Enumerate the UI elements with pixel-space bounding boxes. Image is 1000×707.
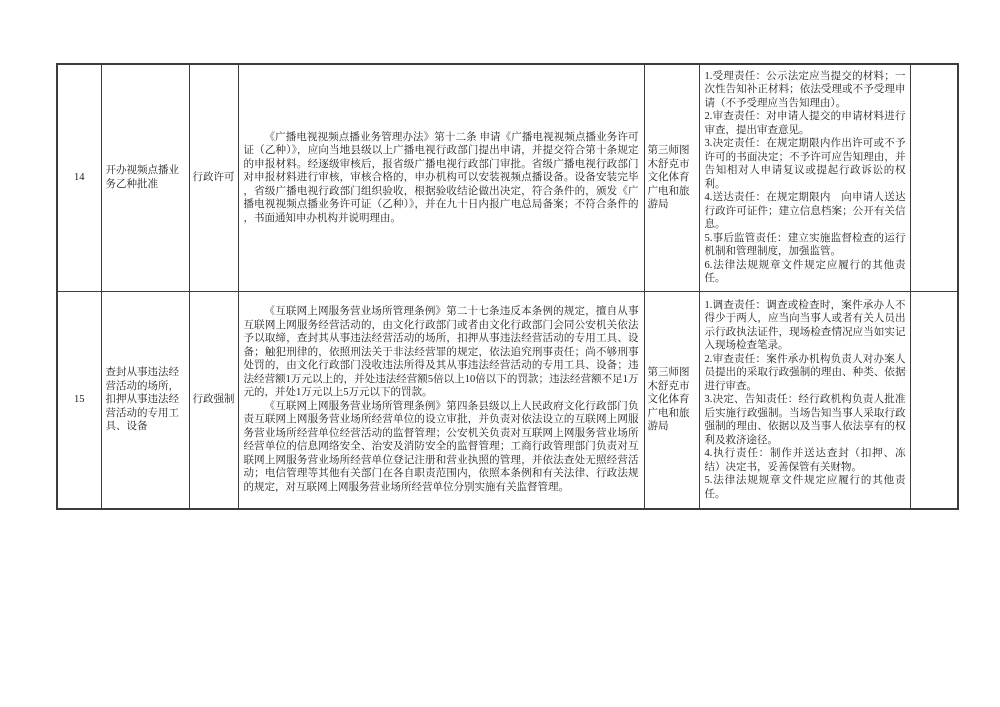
duty-item: 3.决定、告知责任：经行政机构负责人批准后实施行政强制。当场告知当事人采取行政强制的理由、依据以及当事人依法享有的权利及救济途径。 xyxy=(704,394,906,446)
duty-item: 2.审查责任：对申请人提交的申请材料进行审查，提出审查意见。 xyxy=(704,111,906,136)
seq-cell: 14 xyxy=(57,64,101,291)
category-cell: 行政许可 xyxy=(189,64,238,291)
duties-cell xyxy=(699,291,910,509)
remark-cell xyxy=(910,64,958,291)
legal-basis-cell xyxy=(238,64,644,291)
document-page xyxy=(56,63,959,510)
responsibility-table xyxy=(56,63,959,510)
duty-item: 1.调查责任：调查或检查时，案件承办人不得少于两人，应当向当事人或者有关人员出示行政执法证件，现场检查情况应当如实记入现场检查笔录。 xyxy=(704,299,906,351)
category-cell: 行政强制 xyxy=(189,291,238,509)
duty-item: 4.送达责任：在规定期限内 向申请人送达行政许可证件；建立信息档案；公开有关信息。 xyxy=(704,192,906,231)
legal-basis-paragraph: 《互联网上网服务营业场所管理条例》第二十七条违反本条例的规定，擅自从事互联网上网服务经营活动的，由文化行政部门或者由文化行政部门会同公安机关依法予以取缔，查封其从事违法经营活动的场所，扣押从事违法经营活动的专用工具、设备；触犯刑律的，依照刑法关于非法经营罪的规定，依法追究刑事责任；尚不够刑事处罚的，由文化行政部门没收违法所得及其从事违法经营活动的专用工具、设备；违法经营额1万元以上的，并处违法经营额5倍以上10倍以下的罚款；违法经营额不足1万元的，并处1万元以上5万元以下的罚款。 xyxy=(243,306,639,399)
duty-item: 1.受理责任：公示法定应当提交的材料；一次性告知补正材料；依法受理或不予受理申请（不予受理应当告知理由）。 xyxy=(704,70,906,109)
duty-item: 5.法律法规规章文件规定应履行的其他责任。 xyxy=(704,475,906,500)
remark-cell xyxy=(910,291,958,509)
duty-item: 3.决定责任：在规定期限内作出许可或不予许可的书面决定；不予许可应告知理由，并告知相对人申请复议或提起行政诉讼的权利。 xyxy=(704,138,906,190)
legal-basis-cell xyxy=(238,291,644,509)
duty-item: 6.法律法规规章文件规定应履行的其他责任。 xyxy=(704,259,906,285)
department-cell: 第三师图木舒克市文化体育广电和旅游局 xyxy=(644,64,699,291)
duty-item: 4.执行责任：制作并送达查封（扣押、冻结）决定书，妥善保管有关财物。 xyxy=(704,448,906,473)
duties-cell xyxy=(699,64,910,291)
duty-item: 5.事后监管责任：建立实施监督检查的运行机制和管理制度，加强监管。 xyxy=(704,232,906,258)
table-row xyxy=(57,64,958,291)
item-name-cell: 查封从事违法经营活动的场所，扣押从事违法经营活动的专用工具、设备 xyxy=(101,291,189,509)
legal-basis-paragraph: 《互联网上网服务营业场所管理条例》第四条县级以上人民政府文化行政部门负责互联网上网服务营业场所经营单位的设立审批，并负责对依法设立的互联网上网服务营业场所经营单位经营活动的监督管理；公安机关负责对互联网上网服务营业场所经营单位的信息网络安全、治安及消防安全的监督管理；工商行政管理部门负责对互联网上网服务营业场所经营单位登记注册和营业执照的管理，并依法查处无照经营活动；电信管理等其他有关部门在各自职责范围内，依照本条例和有关法律、行政法规的规定，对互联网上网服务营业场所经营单位分别实施有关监督管理。 xyxy=(243,400,639,493)
department-cell: 第三师图木舒克市文化体育广电和旅游局 xyxy=(644,291,699,509)
legal-basis-paragraph: 《广播电视视频点播业务管理办法》第十二条 申请《广播电视视频点播业务许可证（乙种）》，应向当地县级以上广播电视行政部门提出申请，并提交符合第十条规定的申报材料。经逐级审核后，报省级广播电视行政部门审批。省级广播电视行政部门对申报材料进行审核，审核合格的，申办机构可以安装视频点播设备。设备安装完毕，省级广播电视行政部门组织验收，根据验收结论做出决定，符合条件的，颁发《广播电视视频点播业务许可证（乙种）》，并在九十日内报广电总局备案；不符合条件的，书面通知申办机构并说明理由。 xyxy=(243,131,639,224)
item-name-cell: 开办视频点播业务乙种批准 xyxy=(101,64,189,291)
duty-item: 2.审查责任：案件承办机构负责人对办案人员提出的采取行政强制的理由、种类、依据进行审查。 xyxy=(704,353,906,392)
table-row xyxy=(57,291,958,509)
seq-cell: 15 xyxy=(57,291,101,509)
